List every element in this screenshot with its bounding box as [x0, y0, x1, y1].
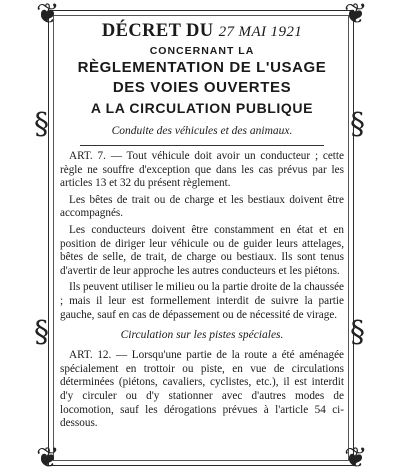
decree-subheading: CONCERNANT LA	[149, 45, 255, 57]
document-body	[60, 14, 344, 431]
title-line-3: A LA CIRCULATION PUBLIQUE	[90, 100, 314, 116]
title-line-2: DES VOIES OUVERTES	[112, 79, 292, 96]
ornament-left-lower-icon: §	[34, 315, 49, 350]
paragraph: Les bêtes de trait ou de charge et les bestiaux doivent être accompagnés.	[60, 193, 344, 220]
article-7-paragraph: ART. 7. — Tout véhicule doit avoir un conducteur ; cette règle ne souffre d'exception que dans les cas prévus par les articles 13 et 32 du présent règlement.	[60, 150, 344, 190]
ornament-bottom-left-icon: ❦	[36, 441, 60, 474]
decree-heading	[60, 20, 344, 43]
ornament-top-left-icon: ❦	[36, 0, 60, 30]
ornament-right-upper-icon: §	[350, 107, 365, 142]
decree-date: 27 MAI 1921	[218, 24, 303, 40]
ornament-bottom-right-icon: ❦	[344, 441, 368, 474]
title-line-1: RÈGLEMENTATION DE L'USAGE	[77, 59, 327, 76]
section-title-conduite: Conduite des véhicules et des animaux.	[111, 125, 293, 137]
divider	[80, 145, 324, 146]
ornament-left-upper-icon: §	[34, 107, 49, 142]
article-12-paragraph: ART. 12. — Lorsqu'une partie de la route a été aménagée spécialement en trottoir ou piste, en vue de circulations déterminées (piétons, cavaliers, cyclistes, etc.), il est interdit d'y circuler ou d'y stationner avec d'autres modes de locomotion, sauf les dérogations prévues à l'article 54 ci-dessous.	[60, 349, 344, 430]
ornament-right-lower-icon: §	[350, 315, 365, 350]
section-title-circulation: Circulation sur les pistes spéciales.	[120, 329, 284, 342]
paragraph: Ils peuvent utiliser le milieu ou la partie droite de la chaussée ; mais il leur est formellement interdit de suivre la partie gauche, sauf en cas de dépassement ou de nécessité de virage.	[60, 281, 344, 321]
ornament-top-right-icon: ❦	[344, 0, 368, 30]
paragraph: Les conducteurs doivent être constamment en état et en position de diriger leur véhicule ou de guider leurs attelages, bêtes de selle, de trait, de charge ou bestiaux. Ils sont tenus d'avertir de leur approche les autres conducteurs et les piétons.	[60, 223, 344, 277]
decree-label: DÉCRET DU	[101, 21, 214, 41]
